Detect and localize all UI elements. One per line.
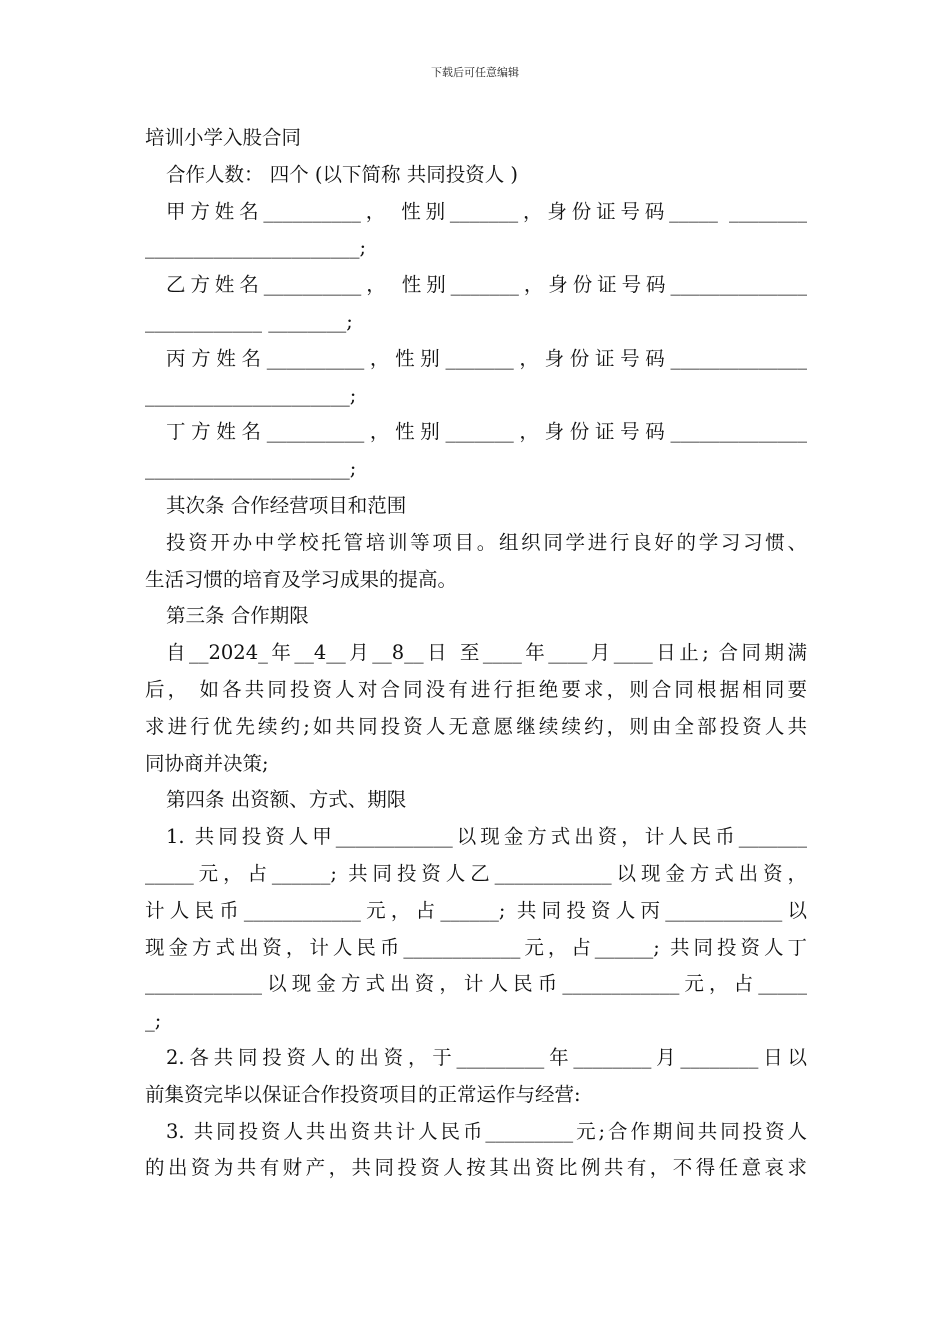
text-line: _____________________; <box>145 383 357 407</box>
text-line: 合作人数： 四个 (以下简称 共同投资人 ) <box>166 162 519 186</box>
text-line: 现金方式出资，计人民币____________元，占______; 共同投资人丁 <box>145 935 807 959</box>
text-line: 甲方姓名__________， 性别_______，身份证号码_____ ________ <box>166 199 807 223</box>
text-line: 自__2024_年__4__月__8__日 至____年____月____日止; 合同期满 <box>166 641 807 665</box>
text-line: ____________以现金方式出资，计人民币____________元，占_____ <box>145 972 807 996</box>
text-line: 后， 如各共同投资人对合同没有进行拒绝要求，则合同根据相同要 <box>145 677 807 701</box>
text-line: 1. 共同投资人甲____________以现金方式出资，计人民币_______ <box>166 825 807 849</box>
section-heading: 其次条 合作经营项目和范围 <box>166 493 407 517</box>
section-heading: 第四条 出资额、方式、期限 <box>166 788 407 812</box>
text-line: 3. 共同投资人共出资共计人民币_________元;合作期间共同投资人 <box>166 1119 807 1143</box>
text-line: 计人民币____________元，占______; 共同投资人丙____________以 <box>145 898 807 922</box>
text-line: 丙方姓名__________，性别_______，身份证号码______________ <box>166 346 807 370</box>
section-heading: 第三条 合作期限 <box>166 604 309 628</box>
document-title: 培训小学入股合同 <box>145 126 302 149</box>
document-body <box>145 120 807 1187</box>
text-line: 同协商并决策; <box>145 751 269 775</box>
text-line: 2.各共同投资人的出资，于_________年________月________日以 <box>166 1045 807 1069</box>
text-line: 的出资为共有财产，共同投资人按其出资比例共有，不得任意哀求 <box>145 1156 807 1180</box>
text-line: ______________________; <box>145 236 367 260</box>
text-line: 前集资完毕以保证合作投资项目的正常运作与经营: <box>145 1082 581 1106</box>
text-line: 投资开办中学校托管培训等项目。组织同学进行良好的学习习惯、 <box>166 530 807 554</box>
text-line: 丁方姓名__________，性别_______，身份证号码______________ <box>166 420 807 444</box>
text-line: _; <box>145 1009 162 1033</box>
text-line: _____元，占______; 共同投资人乙____________以现金方式出资， <box>145 861 807 885</box>
text-line: 乙方姓名__________， 性别_______，身份证号码______________ <box>166 273 807 297</box>
text-line: 求进行优先续约;如共同投资人无意愿继续续约，则由全部投资人共 <box>145 714 807 738</box>
text-line: _____________________; <box>145 457 357 481</box>
page-header: 下载后可任意编辑 <box>431 66 519 79</box>
text-line: ____________ ________; <box>145 309 353 333</box>
text-line: 生活习惯的培育及学习成果的提高。 <box>145 567 458 591</box>
